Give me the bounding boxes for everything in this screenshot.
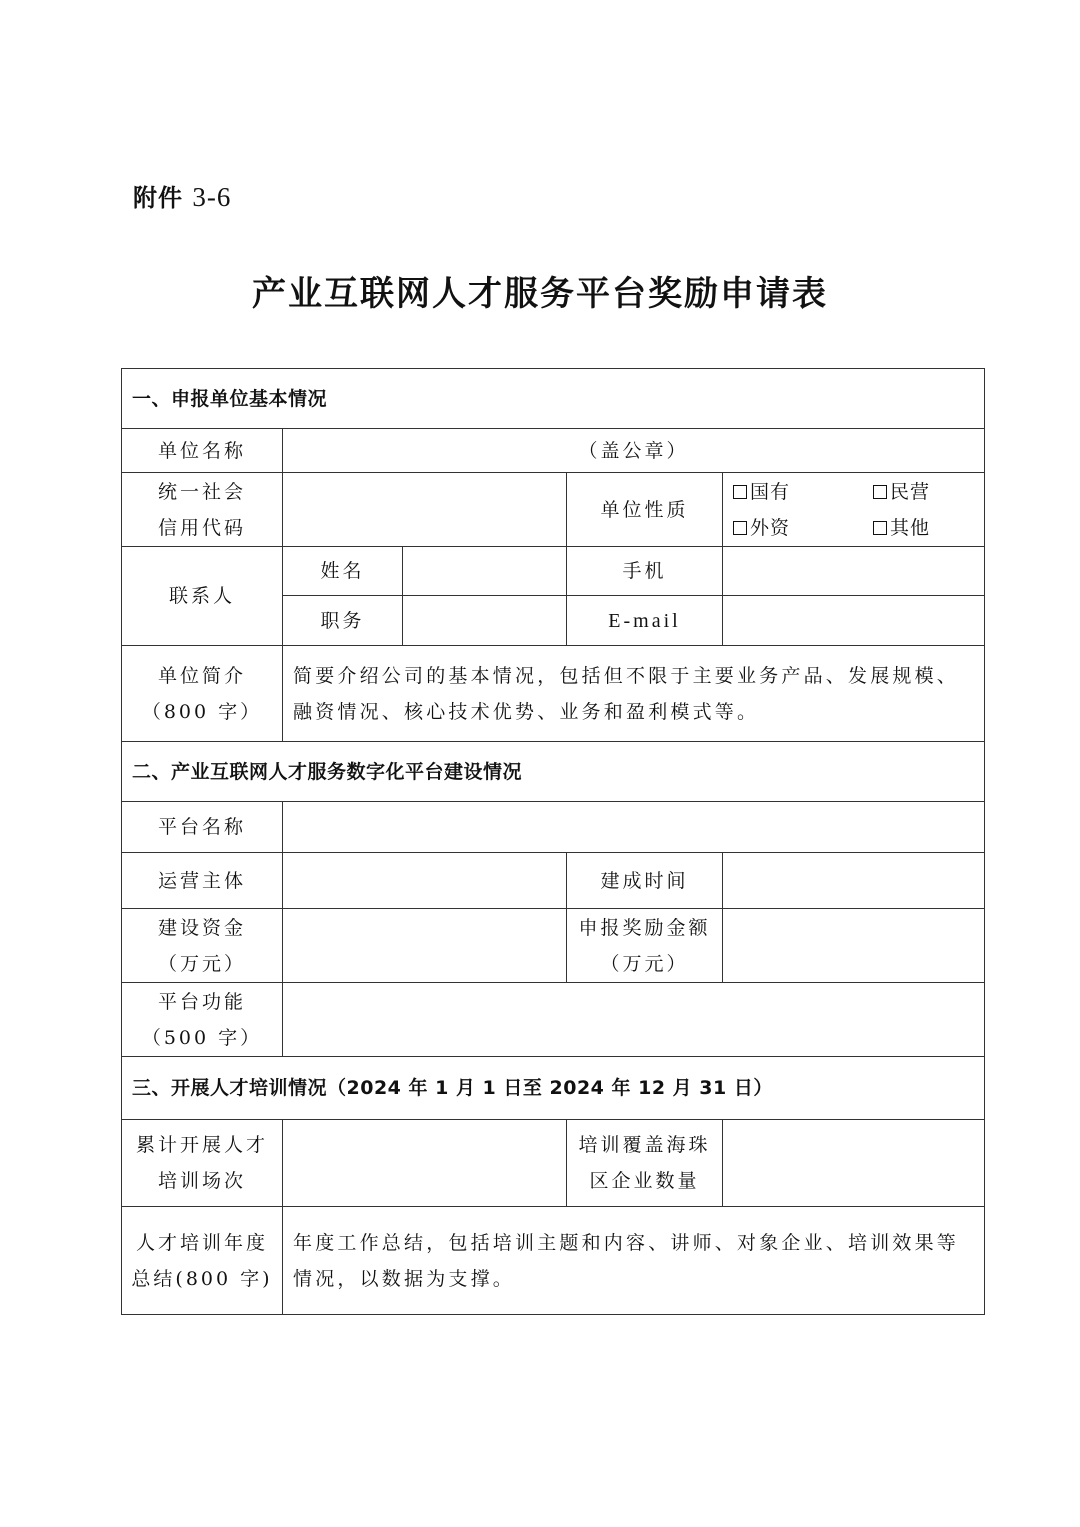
unit-name-row: [122, 429, 985, 473]
training-summary-row: [122, 1207, 985, 1315]
credit-code-label: [122, 473, 283, 547]
reward-amount-label: [567, 909, 723, 983]
section3-heading: 三、开展人才培训情况（2024 年 1 月 1 日至 2024 年 12 月 31 日）: [122, 1057, 985, 1120]
unit-intro-label-line1: 单位简介: [157, 664, 246, 687]
contact-position-label: 职务: [283, 596, 403, 646]
form-title: 产业互联网人才服务平台奖励申请表: [252, 274, 828, 314]
funds-label: [122, 909, 283, 983]
unit-intro-field[interactable]: 简要介绍公司的基本情况，包括但不限于主要业务产品、发展规模、融资情况、核心技术优势、业务和盈利模式等。: [283, 646, 985, 742]
reward-amount-label-line2: （万元）: [600, 952, 689, 975]
training-summary-label: [122, 1207, 283, 1315]
build-time-label: 建成时间: [567, 853, 723, 909]
contact-phone-field[interactable]: [723, 547, 985, 596]
contact-email-field[interactable]: [723, 596, 985, 646]
credit-code-field[interactable]: [283, 473, 567, 547]
platform-name-label: 平台名称: [122, 802, 283, 853]
operator-row: [122, 853, 985, 909]
platform-function-row: [122, 983, 985, 1057]
nature-option-label: 外资: [750, 516, 791, 539]
funds-field[interactable]: [283, 909, 567, 983]
section3-heading-row: [122, 1057, 985, 1120]
contact-position-field[interactable]: [403, 596, 567, 646]
checkbox-icon[interactable]: [733, 521, 747, 535]
unit-name-label: 单位名称: [122, 429, 283, 473]
operator-field[interactable]: [283, 853, 567, 909]
annex-label-text: 附件: [133, 183, 183, 212]
unit-name-field[interactable]: [283, 429, 985, 473]
platform-function-label-line1: 平台功能: [157, 990, 246, 1013]
contact-name-field[interactable]: [403, 547, 567, 596]
build-time-field[interactable]: [723, 853, 985, 909]
checkbox-icon[interactable]: [873, 521, 887, 535]
coverage-label-line1: 培训覆盖海珠: [578, 1134, 711, 1156]
platform-function-label: [122, 983, 283, 1057]
unit-intro-row: [122, 646, 985, 742]
contact-email-label: E-mail: [567, 596, 723, 646]
nature-option-private[interactable]: [873, 474, 930, 510]
funds-row: [122, 909, 985, 983]
contact-row-1: [122, 547, 985, 596]
annex-label: [133, 178, 231, 213]
nature-option-label: 其他: [890, 516, 931, 539]
seal-hint: （盖公章）: [578, 439, 689, 462]
nature-option-label: 民营: [890, 480, 931, 503]
application-form-table: [121, 368, 985, 1315]
annex-number: 3-6: [192, 182, 232, 212]
contact-label: 联系人: [122, 547, 283, 646]
contact-phone-label: 手机: [567, 547, 723, 596]
training-summary-field[interactable]: 年度工作总结，包括培训主题和内容、讲师、对象企业、培训效果等情况，以数据为支撑。: [283, 1207, 985, 1315]
training-sessions-field[interactable]: [283, 1120, 567, 1207]
credit-code-row: [122, 473, 985, 547]
unit-intro-label-line2: （800 字）: [141, 700, 263, 723]
nature-option-state-owned[interactable]: [733, 474, 873, 510]
training-sessions-label-line2: 培训场次: [157, 1170, 246, 1192]
platform-function-field[interactable]: [283, 983, 985, 1057]
training-sessions-label-line1: 累计开展人才: [135, 1134, 268, 1156]
coverage-label: [567, 1120, 723, 1207]
section1-heading: 一、申报单位基本情况: [122, 369, 985, 429]
platform-name-row: [122, 802, 985, 853]
credit-code-label-line1: 统一社会: [157, 480, 246, 503]
unit-intro-label: [122, 646, 283, 742]
reward-amount-label-line1: 申报奖励金额: [578, 916, 711, 939]
unit-nature-options: [723, 473, 985, 547]
platform-function-label-line2: （500 字）: [141, 1026, 263, 1049]
funds-label-line1: 建设资金: [157, 916, 246, 939]
training-sessions-row: [122, 1120, 985, 1207]
checkbox-icon[interactable]: [733, 485, 747, 499]
reward-amount-field[interactable]: [723, 909, 985, 983]
unit-nature-label: 单位性质: [567, 473, 723, 547]
credit-code-label-line2: 信用代码: [157, 516, 246, 539]
nature-option-label: 国有: [750, 480, 791, 503]
training-summary-label-line1: 人才培训年度: [135, 1231, 268, 1254]
checkbox-icon[interactable]: [873, 485, 887, 499]
operator-label: 运营主体: [122, 853, 283, 909]
training-sessions-label: [122, 1120, 283, 1207]
platform-name-field[interactable]: [283, 802, 985, 853]
training-summary-label-line2: 总结(800 字): [131, 1267, 273, 1290]
coverage-field[interactable]: [723, 1120, 985, 1207]
funds-label-line2: （万元）: [157, 952, 246, 975]
nature-option-foreign[interactable]: [733, 510, 873, 546]
section2-heading-row: [122, 742, 985, 802]
nature-option-other[interactable]: [873, 510, 930, 546]
section2-heading: 二、产业互联网人才服务数字化平台建设情况: [122, 742, 985, 802]
contact-name-label: 姓名: [283, 547, 403, 596]
section1-heading-row: [122, 369, 985, 429]
coverage-label-line2: 区企业数量: [589, 1170, 700, 1192]
